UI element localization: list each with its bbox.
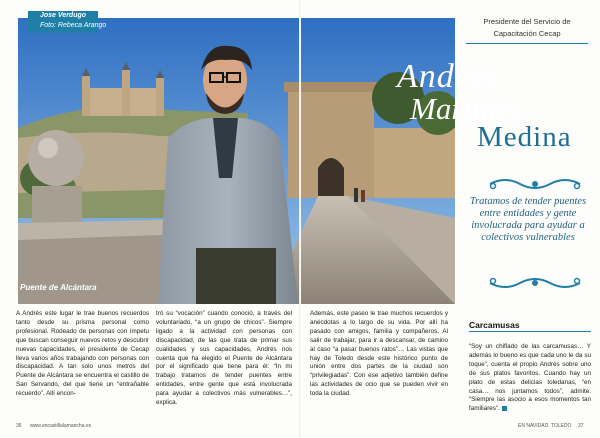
photo-credit: Foto: Rebeca Arango <box>40 22 107 29</box>
body-column-1: A Andrés este lugar le trae buenos recuerdos tanto desde su prisma personal como profesional. Rodeado de personas con ímpetu que buscan conseguir nuevos retos y descubrir nuevas capacidades, el presidente de Cecap lleva varios años trabajando con personas con discapacidad. A tan solo unos metros del Puente de Alcántara se encuentra el castillo de San Servando, del que tiene un “entrañable recuerdo”. Allí encon- <box>16 310 149 398</box>
body-column-3: Además, este paseo le trae muchos recuerdos y anécdotas a lo largo de su vida. Por allí ha pasado con amigos, familia y compañeros. Al salir de trabajar, para ir a descansar, de camino al caso “a pasar buenos ratos”… Las vistas que hay de Toledo desde este histórico punto de unión entre dos partes de la ciudad son “privilegiadas”. Con ese adjetivo también define las actividades de ocio que se pueden vivir en toda la ciudad. <box>310 310 448 398</box>
body-column-2: tró su “vocación” cuando conoció, a través del voluntariado, “a un grupo de chicos”. Siempre ligado a la actividad con personas con discapacidad, de las que trata de primar sus cualidades y sus capacidades, Andrés nos cuenta que ha elegido el Puente de Alcántara por el significado que tiene para él: “In mi trabajo tratamos de tender puentes entre entidades, entre gente que está involucrada para ayudar a colectivos más vulnerables…”, explica. <box>156 310 292 407</box>
divider <box>466 43 588 44</box>
sidebar-text: “Soy un chiflado de las carcamusas… Y además lo bueno es que cada uno le da su toque”, cuenta el propio Andrés sobre uno de sus platos favoritos. Cuando hay un plato de estas delicias toledanas, “en casa… nos juntamos todos”, admite. “Siempre las asocio a esos momentos tan familiares”. <box>469 343 591 413</box>
subject-role: Presidente del Servicio de Capacitación Cecap <box>483 17 571 38</box>
sidebar-text-block <box>469 343 591 414</box>
page-gutter <box>299 0 301 438</box>
footer-url: www.encastillalamancha.es <box>30 423 92 429</box>
footer-section: EN NAVIDAD, TOLEDO <box>518 423 572 429</box>
footer-page-left: 36 <box>16 423 22 429</box>
feature-photo <box>18 18 455 304</box>
ornament-top-icon <box>485 176 585 192</box>
bridge-portrait-illustration <box>18 18 455 304</box>
footer-page-right: 37 <box>578 423 584 429</box>
end-mark-icon <box>502 406 507 411</box>
sidebar-title: Carcamusas <box>469 320 520 330</box>
subject-surname-2: Medina <box>477 121 572 153</box>
author-credit-tag <box>28 11 107 33</box>
photo-caption: Puente de Alcántara <box>20 283 97 292</box>
pull-quote: Tratamos de tender puentes entre entidades y gente involucrada para ayudar a colectivos vulnerables <box>469 196 587 243</box>
subject-surname-1: Martínez <box>410 91 522 126</box>
author-name: Jose Verdugo <box>40 12 87 19</box>
sidebar-divider <box>469 331 591 332</box>
subject-first-name: Andrés <box>397 58 500 95</box>
ornament-bottom-icon <box>485 275 585 291</box>
